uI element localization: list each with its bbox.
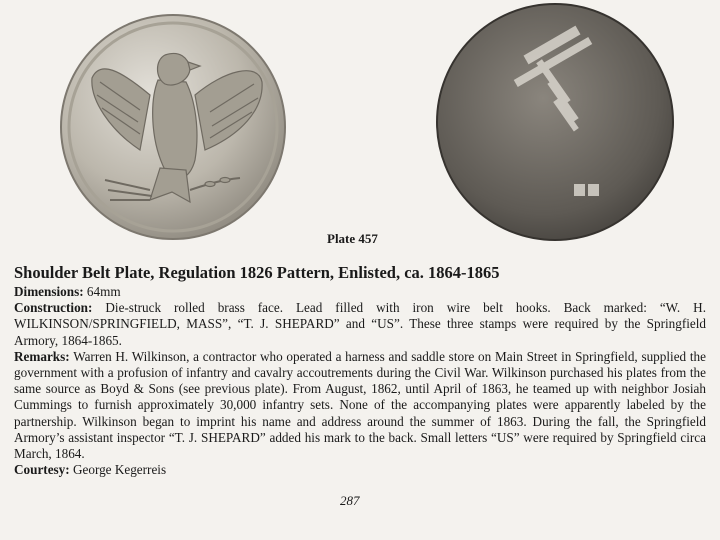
dimensions-paragraph [14, 284, 706, 300]
plate-back-image [437, 4, 673, 240]
dimensions-text: 64mm [86, 284, 121, 299]
plate-front-image [61, 15, 285, 239]
construction-paragraph [14, 300, 706, 349]
entry-heading: Shoulder Belt Plate, Regulation 1826 Pattern, Enlisted, ca. 1864-1865 [14, 263, 500, 282]
plate-label: Plate 457 [327, 231, 378, 246]
remarks-text: Warren H. Wilkinson, a contractor who operated a harness and saddle store on Main Street in Springfield, supplied the government with a profusion of infantry and cavalry accoutrements during the Civil War. Wilkinson purchased his plates from the same source as Boyd & Sons (see previous plate). From August, 1862, until April of 1863, he teamed up with neighbor Josiah Cummings to furnish approximately 30,000 infantry sets. None of the accompanying plates were apparently labeled by the partnership. Wilkinson began to imprint his name and address around the summer of 1863. During the fall, the Springfield Armory’s assistant inspector “T. J. SHEPARD” added his mark to the back. Small letters “US” were required by Springfield circa March, 1864. [14, 348, 706, 462]
plate-photographs [0, 0, 720, 260]
courtesy-label: Courtesy: [14, 462, 70, 478]
page-number: 287 [340, 493, 360, 508]
entry-text [14, 263, 706, 478]
courtesy-text: George Kegerreis [72, 462, 167, 478]
remarks-label: Remarks: [14, 348, 70, 364]
remarks-paragraph [14, 349, 706, 462]
construction-label: Construction: [14, 300, 93, 316]
dimensions-label: Dimensions: [14, 284, 84, 299]
courtesy-paragraph [14, 462, 706, 478]
construction-text: Die-struck rolled brass face. Lead filled with iron wire belt hooks. Back marked: “W. H. WILKINSON/SPRINGFIELD, MASS”, “T. J. SHEPARD” and “US”. These three stamps were required by the Springfield Armory, 1864-1865. [14, 300, 707, 348]
